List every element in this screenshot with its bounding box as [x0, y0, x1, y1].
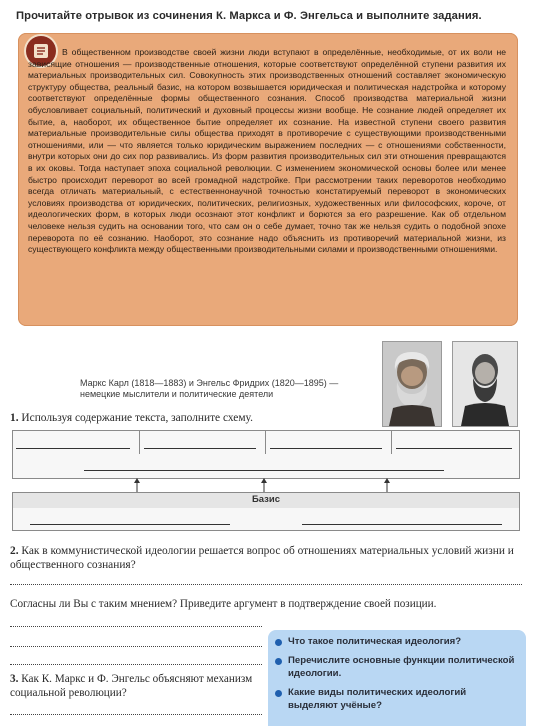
superstructure-summary-row [12, 454, 520, 479]
superstructure-row [12, 430, 520, 456]
answer-line[interactable] [10, 646, 262, 647]
review-question-text: Что такое политическая идеология? [288, 636, 462, 647]
answer-line[interactable] [10, 714, 262, 715]
task-number: 2. [10, 545, 19, 557]
task-1 [10, 412, 253, 424]
arrow-up-icon [132, 478, 142, 492]
review-question [272, 687, 518, 712]
review-question-text: Перечислите основные функции политической идеологии. [288, 655, 515, 679]
basis-row [12, 508, 520, 531]
engels-portrait [452, 341, 518, 427]
caption-line: немецкие мыслители и политические деятели [80, 389, 274, 399]
review-question [272, 636, 518, 648]
task-heading: Прочитайте отрывок из сочинения К. Маркса и Ф. Энгельса и выполните задания. [16, 10, 482, 22]
answer-line[interactable] [10, 664, 262, 665]
answer-line[interactable] [396, 448, 512, 449]
task-3 [10, 672, 260, 700]
marx-portrait [382, 341, 442, 427]
answer-line[interactable] [10, 584, 522, 585]
answer-line[interactable] [10, 626, 262, 627]
task-text: Используя содержание текста, заполните схему. [21, 412, 253, 424]
excerpt-text: В общественном производстве своей жизни люди вступают в определённые, необходимые, от их воли не зависящие отношения — производственные отношения, которые соответствуют определённой ступени развития их материальных производительных сил. Совокупность этих производственных отношений составляет экономическую структуру общества, реальный базис, на котором возвышается юридическая и политическая надстройка и которому соответствуют определённые формы общественного сознания. Способ производства материальной жизни обусловливает социальный, политический и духовный процессы жизни вообще. Не сознание людей определяет их бытие, а, наоборот, их общественное бытие определяет их сознание. На известной ступени своего развития материальные производительные силы общества приходят в противоречие с существующими производственными отношениями, или — что является только юридическим выражением последних — с отношениями собственности, внутри которых они до сих пор развивались. Из форм развития производительных сил эти отношения превращаются в их оковы. Тогда наступает эпоха социальной революции. С изменением экономической основы более или менее быстро происходит переворот во всей громадной надстройке. При рассмотрении таких переворотов необходимо всегда отличать материальный, с естественнонаучной точностью констатируемый переворот в экономических условиях производства от юридических, политических, религиозных, художественных или философских, короче, от идеологических форм, в которых люди осознают этот конфликт и борются за его разрешение. Как об отдельном человеке нельзя судить на основании того, что сам он о себе думает, точно так же нельзя судить о подобной эпохе переворота по её сознанию. Наоборот, это сознание надо объяснить из противоречий материальной жизни, из существующего конфликта между общественными производительными силами и производственными отношениями. [28, 47, 506, 255]
review-question-text: Какие виды политических идеологий выделяют учёные? [288, 687, 467, 711]
task-number: 1. [10, 412, 19, 424]
answer-line[interactable] [270, 448, 382, 449]
basis-label: Базис [251, 494, 281, 505]
bullet-icon [275, 639, 282, 646]
arrow-up-icon [259, 478, 269, 492]
portrait-caption [80, 378, 370, 400]
answer-line[interactable] [16, 448, 130, 449]
bullet-icon [275, 690, 282, 697]
opinion-question: Согласны ли Вы с таким мнением? Приведите аргумент в подтверждение своей позиции. [10, 598, 437, 610]
fill-in-scheme [12, 430, 520, 530]
answer-line[interactable] [302, 524, 502, 525]
scheme-cell[interactable] [13, 431, 140, 455]
answer-line[interactable] [144, 448, 256, 449]
answer-line[interactable] [84, 470, 444, 471]
scheme-cell[interactable] [391, 431, 519, 455]
bullet-icon [275, 658, 282, 665]
review-question [272, 655, 518, 680]
scheme-cell[interactable] [139, 431, 266, 455]
caption-line: Маркс Карл (1818—1883) и Энгельс Фридрих (1820—1895) — [80, 378, 339, 388]
answer-line[interactable] [30, 524, 230, 525]
task-2 [10, 544, 520, 572]
task-text: Как К. Маркс и Ф. Энгельс объясняют механизм социальной революции? [10, 673, 253, 699]
arrow-up-icon [382, 478, 392, 492]
review-questions [272, 636, 518, 719]
task-number: 3. [10, 673, 19, 685]
scheme-cell[interactable] [265, 431, 392, 455]
task-text: Как в коммунистической идеологии решается вопрос об отношениях материальных условий жизни и общественного сознания? [10, 545, 514, 571]
